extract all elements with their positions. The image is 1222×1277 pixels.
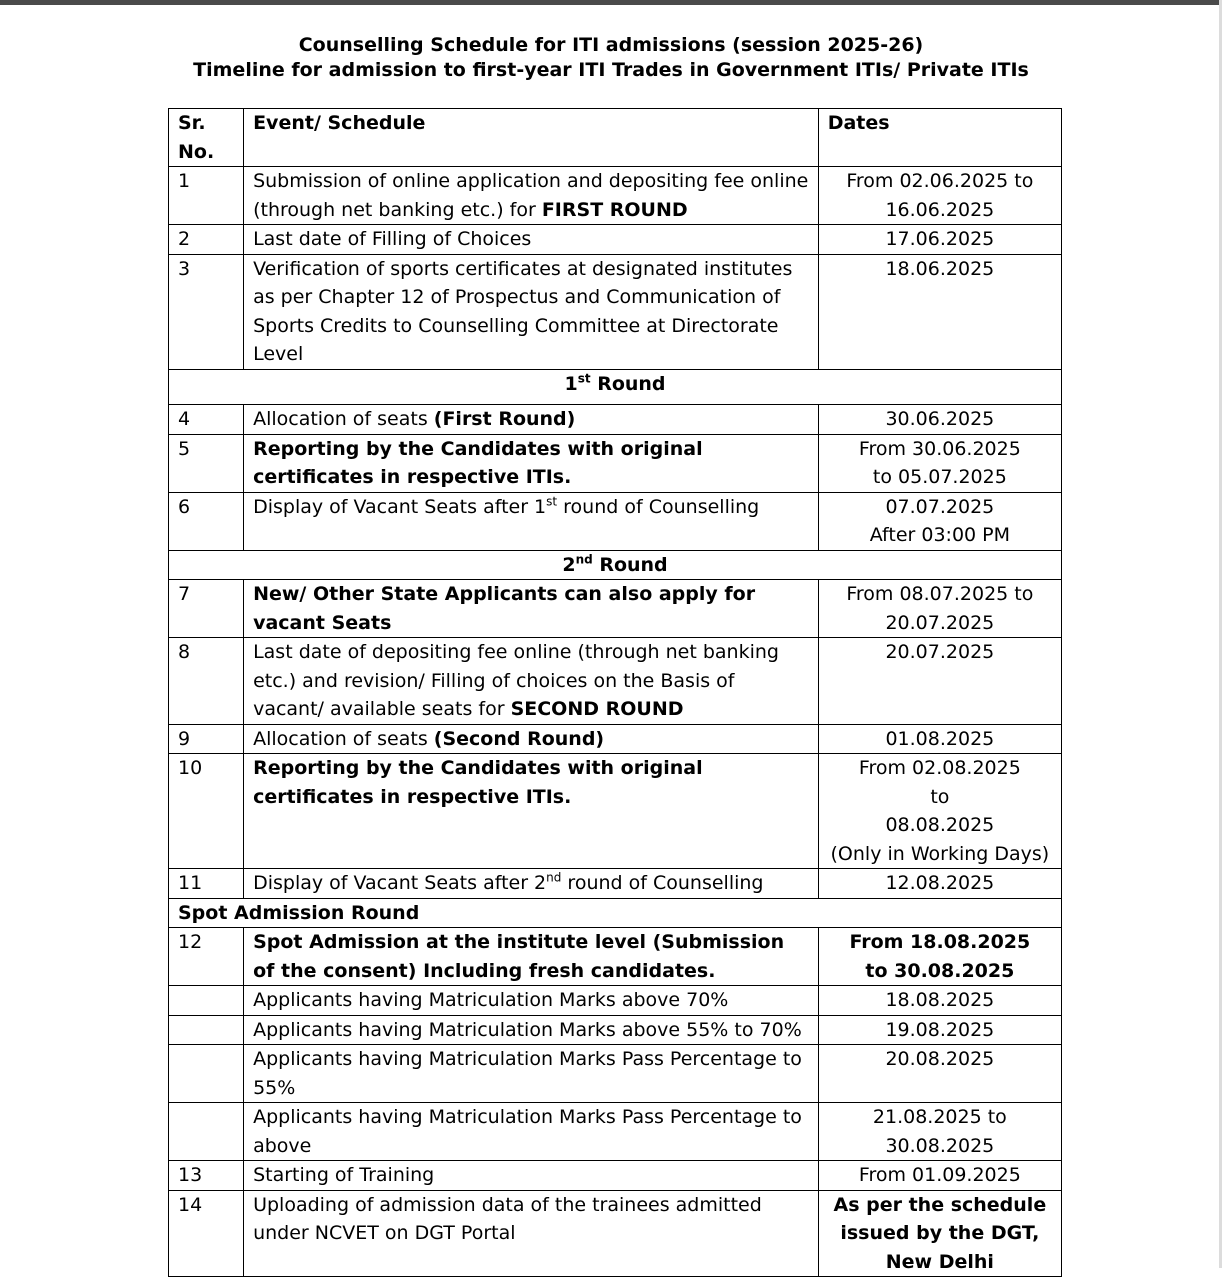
row-sr xyxy=(169,1045,244,1103)
document-subtitle: Timeline for admission to first-year ITI Trades in Government ITIs/ Private ITIs xyxy=(193,59,1029,81)
row-event: Last date of depositing fee online (through net banking etc.) and revision/ Filling of choices on the Basis of vacant/ available seats for SECOND ROUND xyxy=(244,638,819,725)
row-event: Starting of Training xyxy=(244,1161,819,1191)
row-event: Verification of sports certificates at designated institutes as per Chapter 12 of Prospectus and Communication of Sports Credits to Counselling Committee at Directorate Level xyxy=(244,254,819,369)
table-row xyxy=(169,1190,1062,1277)
row-event: Last date of Filling of Choices xyxy=(244,225,819,255)
row-sr: 11 xyxy=(169,869,244,899)
row-date: 07.07.2025 After 03:00 PM xyxy=(818,492,1061,550)
row-date: 19.08.2025 xyxy=(818,1015,1061,1045)
table-row xyxy=(169,869,1062,899)
row-sr: 13 xyxy=(169,1161,244,1191)
section-row-first-round xyxy=(169,369,1062,405)
row-event: Submission of online application and depositing fee online (through net banking etc.) for FIRST ROUND xyxy=(244,167,819,225)
row-date: 21.08.2025 to 30.08.2025 xyxy=(818,1103,1061,1161)
table-row xyxy=(169,254,1062,369)
row-date: 12.08.2025 xyxy=(818,869,1061,899)
row-sr: 6 xyxy=(169,492,244,550)
row-date: 20.08.2025 xyxy=(818,1045,1061,1103)
row-sr: 1 xyxy=(169,167,244,225)
row-date: From 02.06.2025 to 16.06.2025 xyxy=(818,167,1061,225)
table-row xyxy=(169,928,1062,986)
row-event: Uploading of admission data of the trainees admitted under NCVET on DGT Portal xyxy=(244,1190,819,1277)
table-row xyxy=(169,754,1062,869)
row-sr: 8 xyxy=(169,638,244,725)
row-date: From 08.07.2025 to 20.07.2025 xyxy=(818,580,1061,638)
table-row xyxy=(169,1161,1062,1191)
row-sr: 3 xyxy=(169,254,244,369)
row-event: Allocation of seats (Second Round) xyxy=(244,724,819,754)
row-event: Reporting by the Candidates with original certificates in respective ITIs. xyxy=(244,434,819,492)
table-row xyxy=(169,405,1062,435)
row-date: 01.08.2025 xyxy=(818,724,1061,754)
table-row xyxy=(169,1045,1062,1103)
section-row-spot-admission xyxy=(169,898,1062,928)
document-title-block xyxy=(0,33,1222,83)
table-row xyxy=(169,638,1062,725)
table-row xyxy=(169,724,1062,754)
row-event: Reporting by the Candidates with original certificates in respective ITIs. xyxy=(244,754,819,869)
table-row xyxy=(169,1015,1062,1045)
header-sr-no: Sr. No. xyxy=(169,109,244,167)
header-event: Event/ Schedule xyxy=(244,109,819,167)
section-heading: Spot Admission Round xyxy=(169,898,1062,928)
table-row xyxy=(169,580,1062,638)
row-event: New/ Other State Applicants can also apply for vacant Seats xyxy=(244,580,819,638)
row-event: Applicants having Matriculation Marks Pass Percentage to 55% xyxy=(244,1045,819,1103)
row-event: Display of Vacant Seats after 1st round of Counselling xyxy=(244,492,819,550)
row-sr xyxy=(169,1015,244,1045)
table-header-row xyxy=(169,109,1062,167)
row-sr: 2 xyxy=(169,225,244,255)
row-sr: 10 xyxy=(169,754,244,869)
row-date: From 02.08.2025 to 08.08.2025 (Only in Working Days) xyxy=(818,754,1061,869)
row-event: Spot Admission at the institute level (Submission of the consent) Including fresh candidates. xyxy=(244,928,819,986)
row-event: Applicants having Matriculation Marks above 55% to 70% xyxy=(244,1015,819,1045)
header-dates: Dates xyxy=(818,109,1061,167)
row-date: From 01.09.2025 xyxy=(818,1161,1061,1191)
row-sr: 14 xyxy=(169,1190,244,1277)
row-date: As per the schedule issued by the DGT, New Delhi xyxy=(818,1190,1061,1277)
table-row xyxy=(169,225,1062,255)
row-sr xyxy=(169,986,244,1016)
row-date: 18.06.2025 xyxy=(818,254,1061,369)
row-sr: 12 xyxy=(169,928,244,986)
row-event: Display of Vacant Seats after 2nd round of Counselling xyxy=(244,869,819,899)
row-date: 17.06.2025 xyxy=(818,225,1061,255)
table-row xyxy=(169,1103,1062,1161)
schedule-table xyxy=(168,108,1062,1277)
table-row xyxy=(169,492,1062,550)
table-row xyxy=(169,986,1062,1016)
row-date: 18.08.2025 xyxy=(818,986,1061,1016)
table-row xyxy=(169,434,1062,492)
row-sr xyxy=(169,1103,244,1161)
row-date: 30.06.2025 xyxy=(818,405,1061,435)
window-top-border xyxy=(0,0,1222,5)
row-event: Allocation of seats (First Round) xyxy=(244,405,819,435)
section-heading: 2nd Round xyxy=(169,550,1062,580)
row-event: Applicants having Matriculation Marks Pass Percentage to above xyxy=(244,1103,819,1161)
row-date: From 30.06.2025 to 05.07.2025 xyxy=(818,434,1061,492)
row-date: From 18.08.2025 to 30.08.2025 xyxy=(818,928,1061,986)
row-sr: 9 xyxy=(169,724,244,754)
table-row xyxy=(169,167,1062,225)
section-row-second-round xyxy=(169,550,1062,580)
section-heading: 1st Round xyxy=(169,369,1062,405)
row-date: 20.07.2025 xyxy=(818,638,1061,725)
row-sr: 5 xyxy=(169,434,244,492)
row-event: Applicants having Matriculation Marks above 70% xyxy=(244,986,819,1016)
row-sr: 4 xyxy=(169,405,244,435)
document-title: Counselling Schedule for ITI admissions (session 2025-26) xyxy=(298,34,924,56)
row-sr: 7 xyxy=(169,580,244,638)
